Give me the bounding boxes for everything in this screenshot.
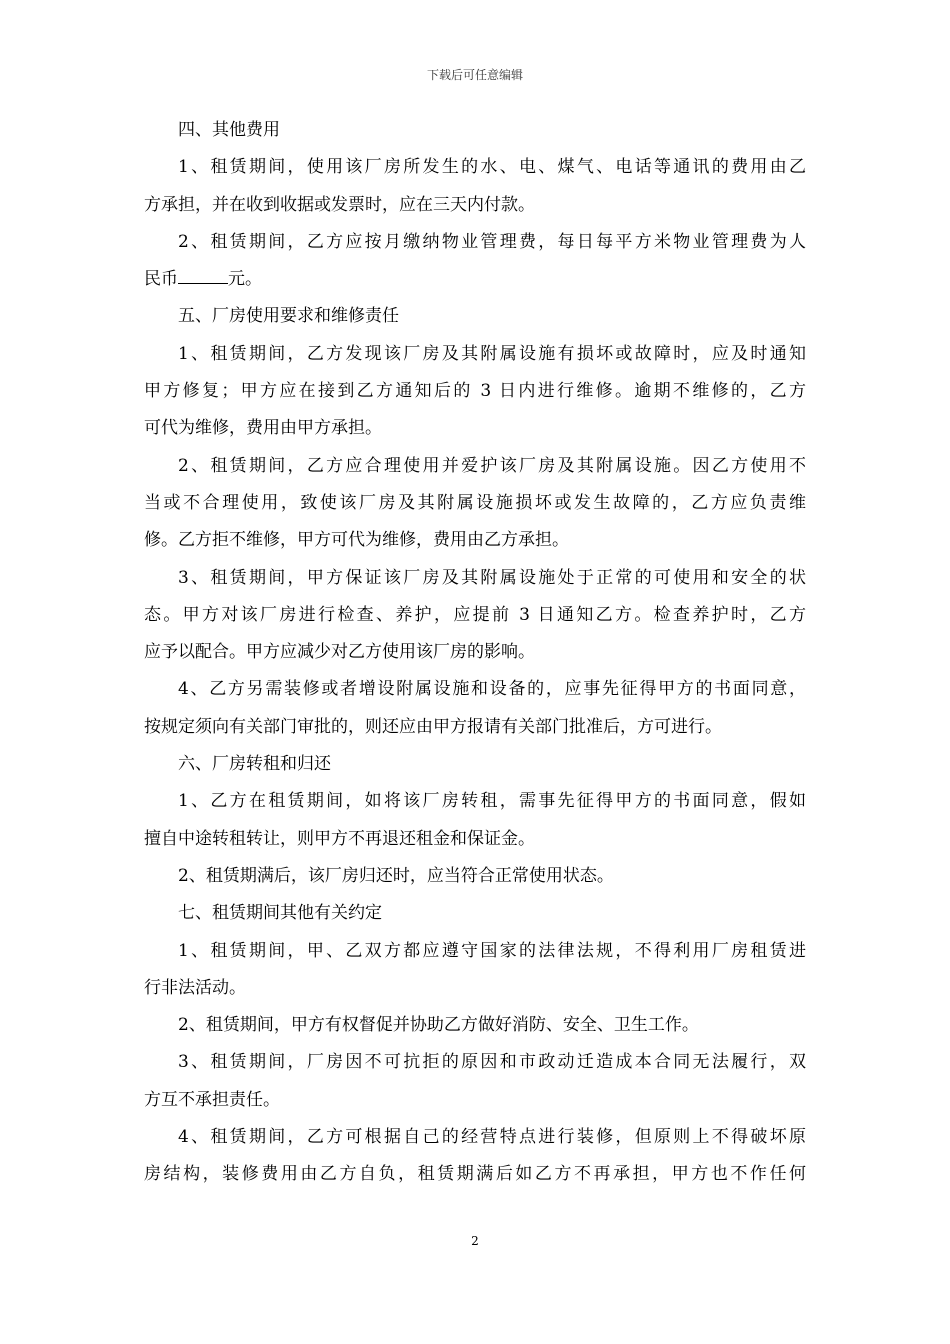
text-line: 七、租赁期间其他有关约定 (178, 903, 382, 924)
text-line: 1、乙方在租赁期间，如将该厂房转租，需事先征得甲方的书面同意，假如 (178, 791, 806, 812)
text-line: 按规定须向有关部门审批的，则还应由甲方报请有关部门批准后，方可进行。 (144, 716, 722, 737)
page-header: 下载后可任意编辑 (426, 68, 523, 82)
text-segment: 民币 (144, 269, 178, 290)
text-line: 1、租赁期间，乙方发现该厂房及其附属设施有损坏或故障时，应及时通知 (178, 343, 806, 364)
text-line: 五、厂房使用要求和维修责任 (178, 306, 399, 327)
text-line: 行非法活动。 (144, 977, 246, 998)
text-line: 3、租赁期间，厂房因不可抗拒的原因和市政动迁造成本合同无法履行，双 (178, 1052, 806, 1073)
page-number: 2 (471, 1234, 479, 1248)
text-line: 甲方修复；甲方应在接到乙方通知后的 3 日内进行维修。逾期不维修的，乙方 (144, 381, 806, 402)
text-line: 态。甲方对该厂房进行检查、养护，应提前 3 日通知乙方。检查养护时，乙方 (144, 604, 806, 625)
fill-in-blank (178, 269, 228, 284)
text-line: 1、租赁期间，使用该厂房所发生的水、电、煤气、电话等通讯的费用由乙 (178, 157, 806, 178)
text-line: 修。乙方拒不维修，甲方可代为维修，费用由乙方承担。 (144, 530, 569, 551)
text-line (144, 269, 806, 289)
document-body (144, 120, 806, 1202)
text-line: 方互不承担责任。 (144, 1089, 280, 1110)
text-line: 4、租赁期间，乙方可根据自己的经营特点进行装修，但原则上不得破坏原 (178, 1127, 806, 1148)
text-line: 擅自中途转租转让，则甲方不再退还租金和保证金。 (144, 828, 535, 849)
text-line: 3、租赁期间，甲方保证该厂房及其附属设施处于正常的可使用和安全的状 (178, 567, 806, 588)
text-line: 当或不合理使用，致使该厂房及其附属设施损坏或发生故障的，乙方应负责维 (144, 492, 806, 513)
text-line: 四、其他费用 (178, 120, 280, 140)
text-line: 2、租赁期间，甲方有权督促并协助乙方做好消防、安全、卫生工作。 (178, 1015, 699, 1036)
text-line: 六、厂房转租和归还 (178, 754, 331, 775)
text-line: 4、乙方另需装修或者增设附属设施和设备的，应事先征得甲方的书面同意， (178, 679, 806, 700)
text-line: 1、租赁期间，甲、乙双方都应遵守国家的法律法规，不得利用厂房租赁进 (178, 940, 806, 961)
text-segment: 元。 (228, 269, 262, 290)
text-line: 2、租赁期间，乙方应按月缴纳物业管理费，每日每平方米物业管理费为人 (178, 231, 806, 252)
text-line: 可代为维修，费用由甲方承担。 (144, 418, 382, 439)
text-line: 房结构，装修费用由乙方自负，租赁期满后如乙方不再承担，甲方也不作任何 (144, 1164, 806, 1185)
text-line: 2、租赁期满后，该厂房归还时，应当符合正常使用状态。 (178, 865, 614, 886)
text-line: 2、租赁期间，乙方应合理使用并爱护该厂房及其附属设施。因乙方使用不 (178, 455, 806, 476)
text-line: 应予以配合。甲方应减少对乙方使用该厂房的影响。 (144, 642, 535, 663)
text-line: 方承担，并在收到收据或发票时，应在三天内付款。 (144, 194, 535, 215)
